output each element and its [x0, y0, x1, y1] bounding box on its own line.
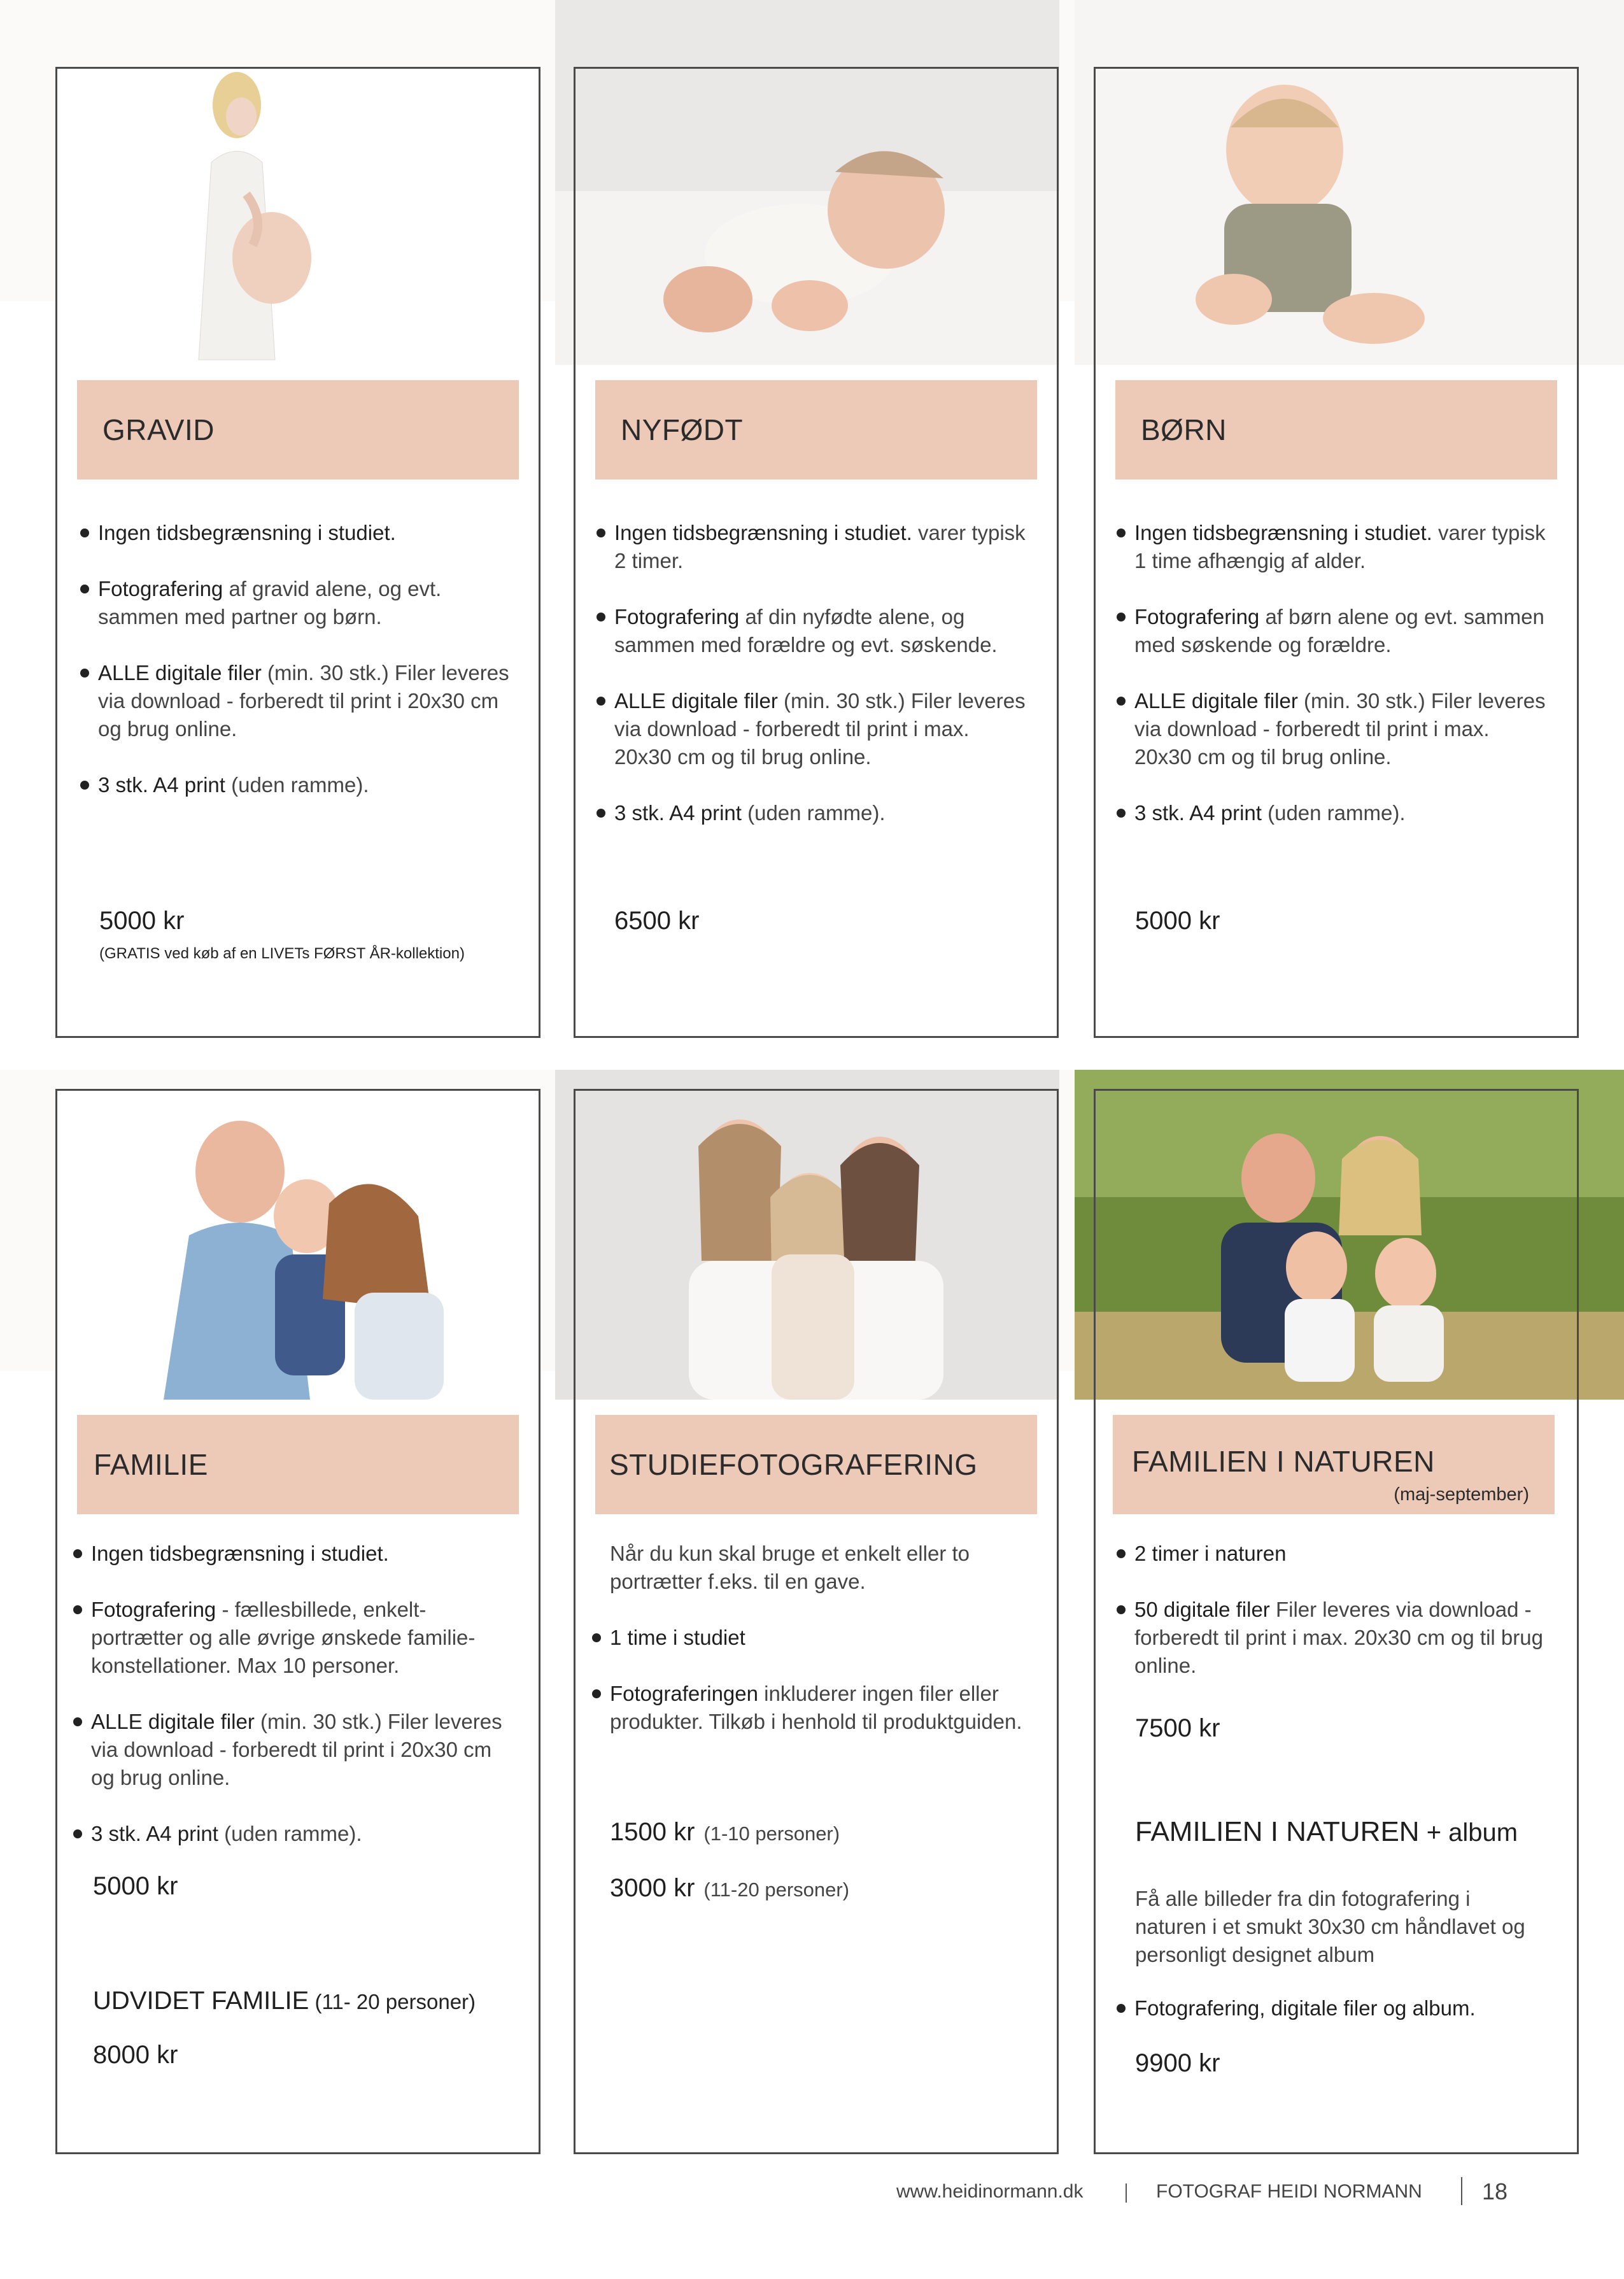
list-item: Fotograferingen inkluderer ingen filer eller produkter. Tilkøb i henhold til produktguiden.	[591, 1680, 1030, 1736]
album-list	[1115, 1994, 1555, 2050]
card-title: STUDIEFOTOGRAFERING	[609, 1448, 978, 1481]
content-boern	[1115, 519, 1548, 855]
card-title: GRAVID	[102, 413, 215, 446]
list-item: 3 stk. A4 print (uden ramme).	[1115, 799, 1548, 827]
list-item: Fotografering - fællesbillede, enkelt-portrætter og alle øvrige ønskede familie-konstellationer. Max 10 personer.	[72, 1596, 511, 1680]
page-number: 18	[1482, 2178, 1508, 2204]
price: 7500 kr	[1135, 1714, 1220, 1742]
extended-family-title: UDVIDET FAMILIE	[93, 1987, 309, 2015]
price-detail: (1-10 personer)	[703, 1822, 840, 1845]
header-familie	[77, 1415, 519, 1514]
album-plus: + album	[1419, 1819, 1518, 1847]
list-item: 3 stk. A4 print (uden ramme).	[72, 1820, 511, 1848]
list-item: ALLE digitale filer (min. 30 stk.) Filer leveres via download - forberedt til print i 20x30 cm og brug online.	[72, 1708, 511, 1792]
intro-text: Når du kun skal bruge et enkelt eller to portrætter f.eks. til en gave.	[610, 1542, 970, 1593]
price: 6500 kr	[614, 907, 700, 935]
album-price: 9900 kr	[1135, 2049, 1220, 2077]
extended-family-heading	[93, 1987, 476, 2015]
content-familie	[72, 1540, 511, 1876]
extended-family-price: 8000 kr	[93, 2041, 178, 2069]
price-note: (GRATIS ved køb af en LIVETs FØRST ÅR-kollektion)	[99, 945, 465, 962]
list-item: Fotografering, digitale filer og album.	[1115, 1994, 1555, 2022]
list-item: Fotografering af børn alene og evt. sammen med søskende og forældre.	[1115, 603, 1548, 659]
list-item: 3 stk. A4 print (uden ramme).	[595, 799, 1028, 827]
list-item: Ingen tidsbegrænsning i studiet.	[72, 1540, 511, 1568]
header-familien-i-naturen	[1113, 1415, 1555, 1514]
footer-divider	[1461, 2177, 1462, 2205]
header-gravid	[77, 380, 519, 479]
album-text: Få alle billeder fra din fotografering i naturen i et smukt 30x30 cm håndlavet og personligt designet album	[1135, 1887, 1525, 1966]
extended-family-sub: (11- 20 personer)	[309, 1990, 476, 2013]
footer-url[interactable]: www.heidinormann.dk	[896, 2181, 1084, 2202]
footer-brand: FOTOGRAF HEIDI NORMANN	[1156, 2181, 1422, 2202]
list-item: 3 stk. A4 print (uden ramme).	[79, 771, 512, 799]
list-item: Fotografering af gravid alene, og evt. sammen med partner og børn.	[79, 575, 512, 631]
list-item: 1 time i studiet	[591, 1624, 1030, 1652]
header-boern	[1115, 380, 1557, 479]
list-item: Fotografering af din nyfødte alene, og sammen med forældre og evt. søskende.	[595, 603, 1028, 659]
list-item: 2 timer i naturen	[1115, 1540, 1555, 1568]
card-title: NYFØDT	[621, 413, 744, 446]
album-title: FAMILIEN I NATUREN	[1135, 1816, 1420, 1847]
list-item: Ingen tidsbegrænsning i studiet. varer typisk 1 time afhængig af alder.	[1115, 519, 1548, 575]
price: 1500 kr	[610, 1818, 695, 1846]
price-row	[610, 1818, 840, 1847]
content-studiefotografering	[591, 1540, 1030, 1764]
card-subtitle: (maj-september)	[1394, 1484, 1529, 1505]
price: 5000 kr	[1135, 907, 1220, 935]
header-nyfoedt	[595, 380, 1037, 479]
card-title: FAMILIE	[94, 1448, 208, 1481]
header-studiefotografering	[595, 1415, 1037, 1514]
list-item: 50 digitale filer Filer leveres via download - forberedt til print i max. 20x30 cm og til brug online.	[1115, 1596, 1555, 1680]
list-item: ALLE digitale filer (min. 30 stk.) Filer leveres via download - forberedt til print i max. 20x30 cm og til brug online.	[1115, 687, 1548, 771]
list-item: Ingen tidsbegrænsning i studiet.	[79, 519, 512, 547]
content-nyfoedt	[595, 519, 1028, 855]
content-gravid	[79, 519, 512, 827]
price: 5000 kr	[93, 1872, 178, 1900]
card-title: BØRN	[1141, 413, 1227, 446]
album-description	[1135, 1885, 1543, 1997]
content-familien-i-naturen	[1115, 1540, 1555, 1708]
card-title: FAMILIEN I NATUREN	[1132, 1445, 1435, 1478]
list-item: ALLE digitale filer (min. 30 stk.) Filer leveres via download - forberedt til print i 20x30 cm og brug online.	[79, 659, 512, 743]
price: 3000 kr	[610, 1874, 695, 1902]
list-item: ALLE digitale filer (min. 30 stk.) Filer leveres via download - forberedt til print i max. 20x30 cm og til brug online.	[595, 687, 1028, 771]
list-item: Ingen tidsbegrænsning i studiet. varer typisk 2 timer.	[595, 519, 1028, 575]
album-heading	[1135, 1816, 1518, 1848]
footer-divider	[1126, 2183, 1127, 2203]
price: 5000 kr	[99, 907, 185, 935]
price-detail: (11-20 personer)	[703, 1878, 850, 1901]
price-row	[610, 1874, 849, 1903]
